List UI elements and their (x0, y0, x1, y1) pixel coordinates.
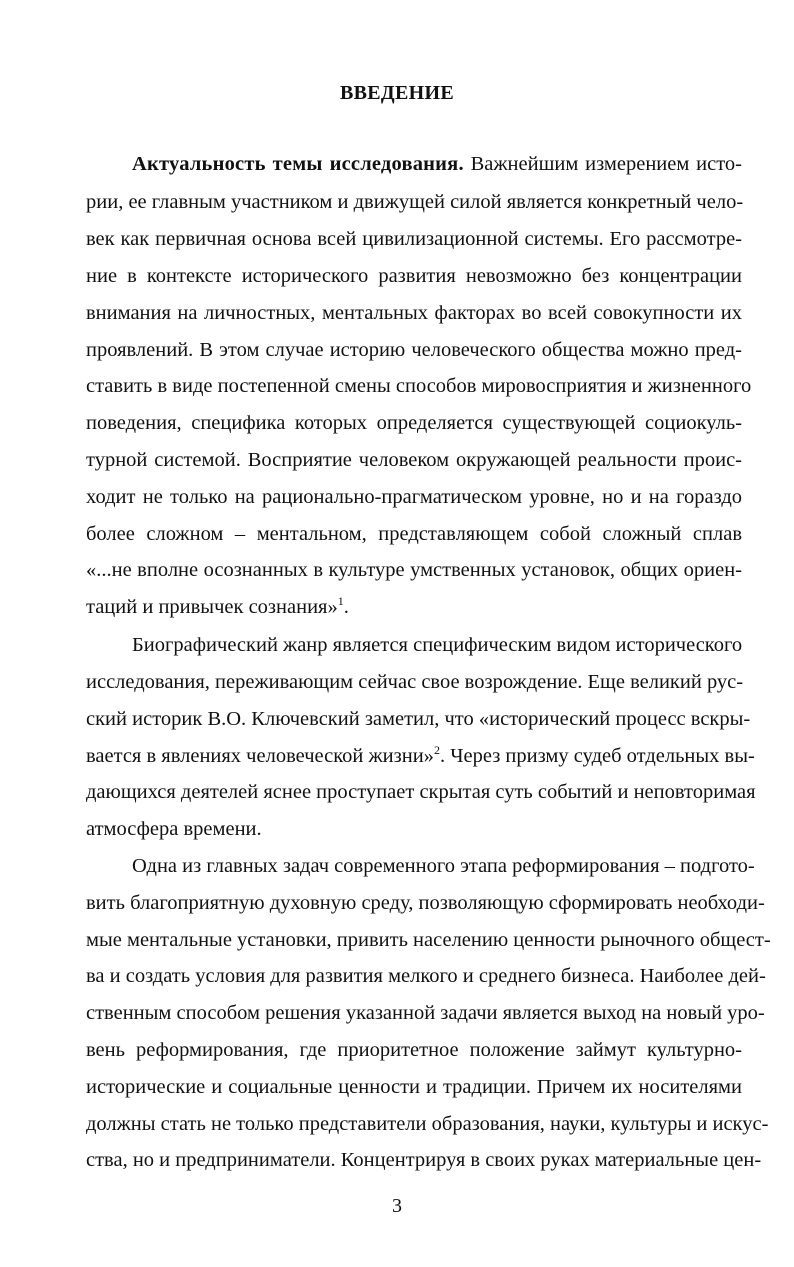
section-heading: ВВЕДЕНИЕ (340, 82, 454, 104)
paragraph-1-line-6: проявлений. В этом случае историю человеческого общества можно пред- (86, 339, 742, 361)
paragraph-3-line-9: ства, но и предприниматели. Концентрируя в своих руках материальные цен- (86, 1149, 762, 1171)
page-number: 3 (392, 1195, 402, 1217)
paragraph-1-line-8: поведения, специфика которых определяется существующей социокуль- (86, 412, 742, 434)
paragraph-1-lead-rest: Важнейшим измерением исто- (463, 153, 742, 175)
paragraph-2-line-2: исследования, переживающим сейчас свое возрождение. Еще великий рус- (86, 671, 744, 693)
paragraph-1-line-7: ставить в виде постепенной смены способов мировосприятия и жизненного (86, 375, 752, 397)
paragraph-2-line-3: ский историк В.О. Ключевский заметил, что «исторический процесс вскры- (86, 708, 751, 730)
paragraph-3-line-2: вить благоприятную духовную среду, позволяющую сформировать необходи- (86, 892, 765, 914)
paragraph-3-line-1: Одна из главных задач современного этапа реформирования – подгото- (132, 855, 755, 877)
paragraph-3-line-5: ственным способом решения указанной задачи является выход на новый уро- (86, 1002, 765, 1024)
paragraph-1-line-1 (132, 150, 742, 178)
paragraph-1-line-10: ходит не только на рационально-прагматическом уровне, но и на гораздо (86, 486, 742, 508)
paragraph-2-line-6: атмосфера времени. (86, 818, 262, 840)
paragraph-1-last-end: . (343, 596, 349, 618)
paragraph-1-line-3: век как первичная основа всей цивилизационной системы. Его рассмотре- (86, 228, 742, 250)
paragraph-1-line-9: турной системой. Восприятие человеком окружающей реальности проис- (86, 449, 742, 471)
paragraph-2-line-5: дающихся деятелей яснее проступает скрытая суть событий и неповторимая (86, 781, 756, 803)
paragraph-2-line-1: Биографический жанр является специфическим видом исторического (132, 634, 743, 656)
paragraph-1-line-12: «...не вполне осознанных в культуре умственных установок, общих ориен- (86, 559, 742, 581)
paragraph-1-bold-lead: Актуальность темы исследования. (132, 153, 464, 175)
paragraph-2-line-4 (86, 742, 755, 770)
paragraph-1-line-13 (86, 593, 742, 621)
paragraph-3-line-4: ва и создать условия для развития мелкого и среднего бизнеса. Наиболее дей- (86, 965, 766, 987)
paragraph-3-line-8: должны стать не только представители образования, науки, культуры и искус- (86, 1113, 769, 1135)
footnote-2-marker: 2 (433, 743, 440, 758)
footnote-1-marker: 1 (337, 594, 344, 609)
paragraph-3-line-7: исторические и социальные ценности и традиции. Причем их носителями (86, 1076, 742, 1098)
paragraph-1-line-2: рии, ее главным участником и движущей силой является конкретный чело- (86, 191, 744, 213)
paragraph-3-line-3: мые ментальные установки, привить населению ценности рыночного общест- (86, 929, 771, 951)
paragraph-2-line-4-start: вается в явлениях человеческой жизни» (86, 745, 434, 767)
paragraph-1-line-5: внимания на личностных, ментальных факторах во всей совокупности их (86, 302, 742, 324)
paragraph-3-line-6: вень реформирования, где приоритетное положение займут культурно- (86, 1039, 742, 1061)
paragraph-1-line-11: более сложном – ментальном, представляющем собой сложный сплав (86, 523, 742, 545)
paragraph-1-line-4: ние в контексте исторического развития невозможно без концентрации (86, 265, 742, 287)
paragraph-2-line-4-end: . Через призму судеб отдельных вы- (439, 745, 755, 767)
paragraph-1-last-text: таций и привычек сознания» (86, 596, 338, 618)
